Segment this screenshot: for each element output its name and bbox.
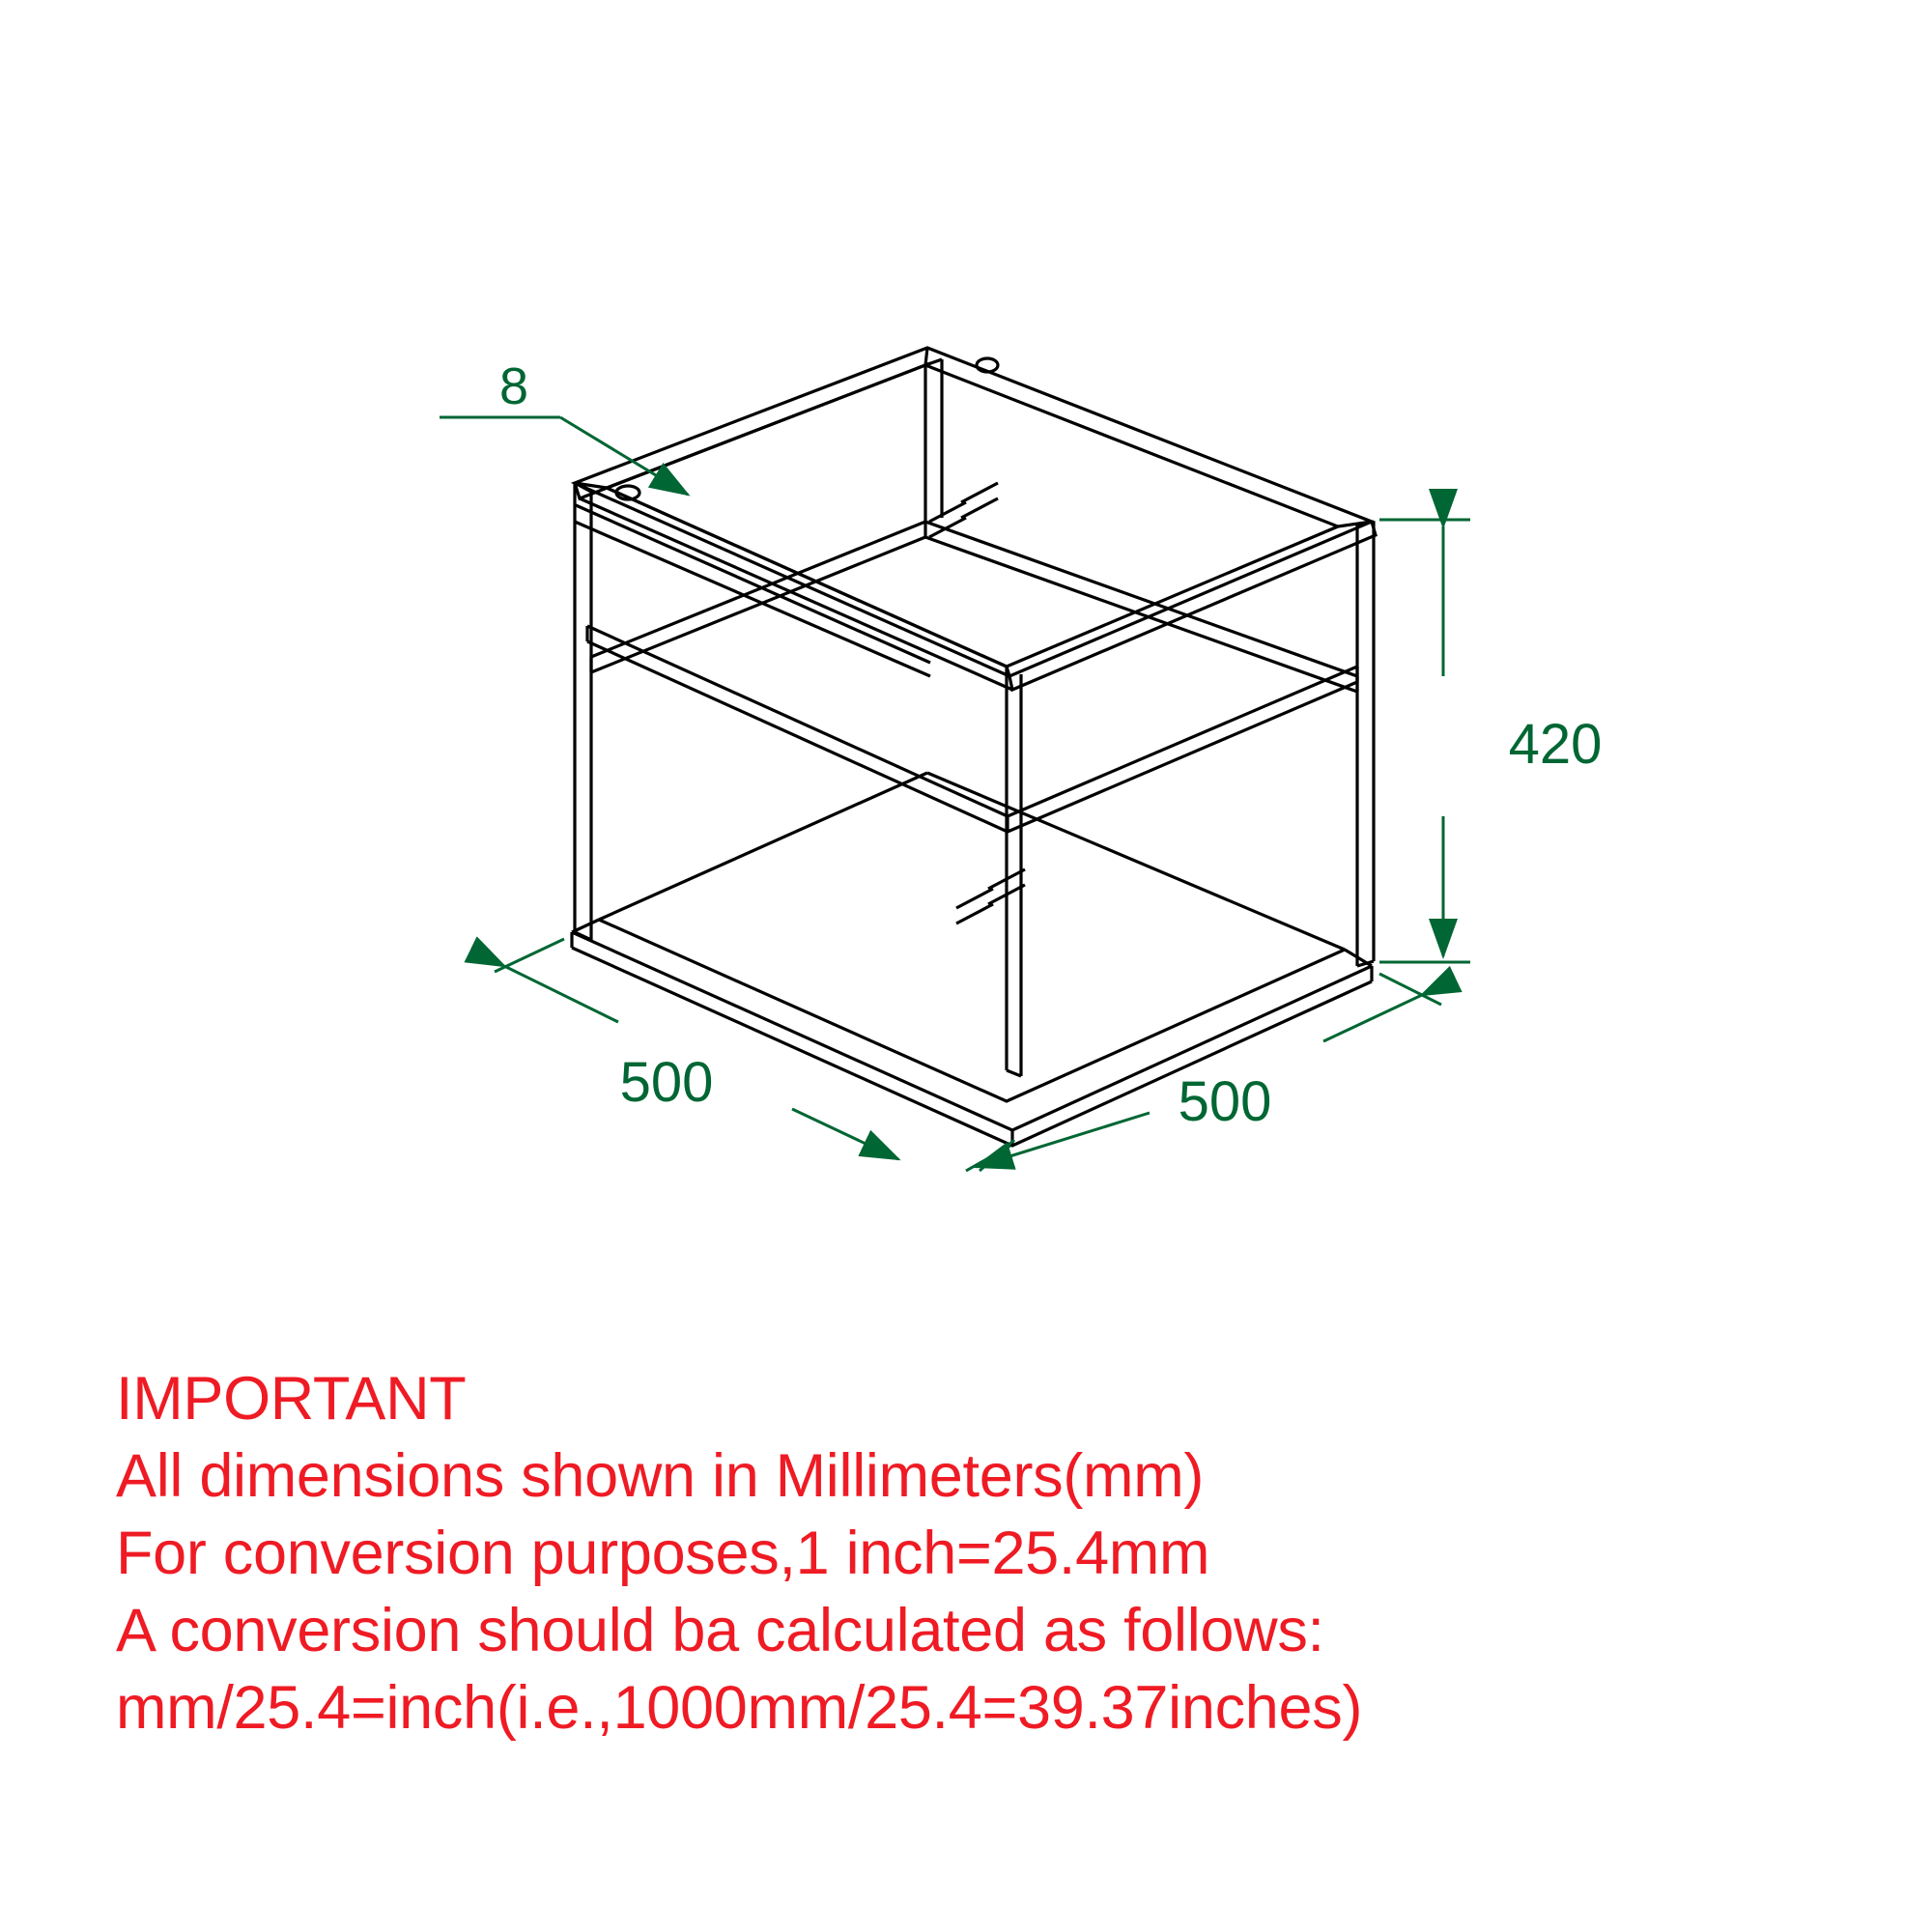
notes-line-1: All dimensions shown in Millimeters(mm) xyxy=(116,1442,1205,1510)
dimension-height-420 xyxy=(1379,520,1470,962)
notes-line-2: For conversion purposes,1 inch=25.4mm xyxy=(116,1520,1210,1587)
dimension-width-left-500 xyxy=(495,939,1014,1171)
dimension-label-500-right: 500 xyxy=(1178,1070,1272,1133)
notes-heading: IMPORTANT xyxy=(116,1365,467,1433)
notes-line-4: mm/25.4=inch(i.e.,1000mm/25.4=39.37inches) xyxy=(116,1674,1363,1742)
important-notes xyxy=(116,1360,1903,1747)
leader-tube-8 xyxy=(440,417,688,495)
dimension-label-500-left: 500 xyxy=(619,1051,714,1114)
dimension-label-8: 8 xyxy=(498,357,529,415)
dimension-label-420: 420 xyxy=(1508,713,1603,776)
notes-line-3: A conversion should ba calculated as follows: xyxy=(116,1597,1324,1664)
frame-geometry xyxy=(572,348,1376,1146)
